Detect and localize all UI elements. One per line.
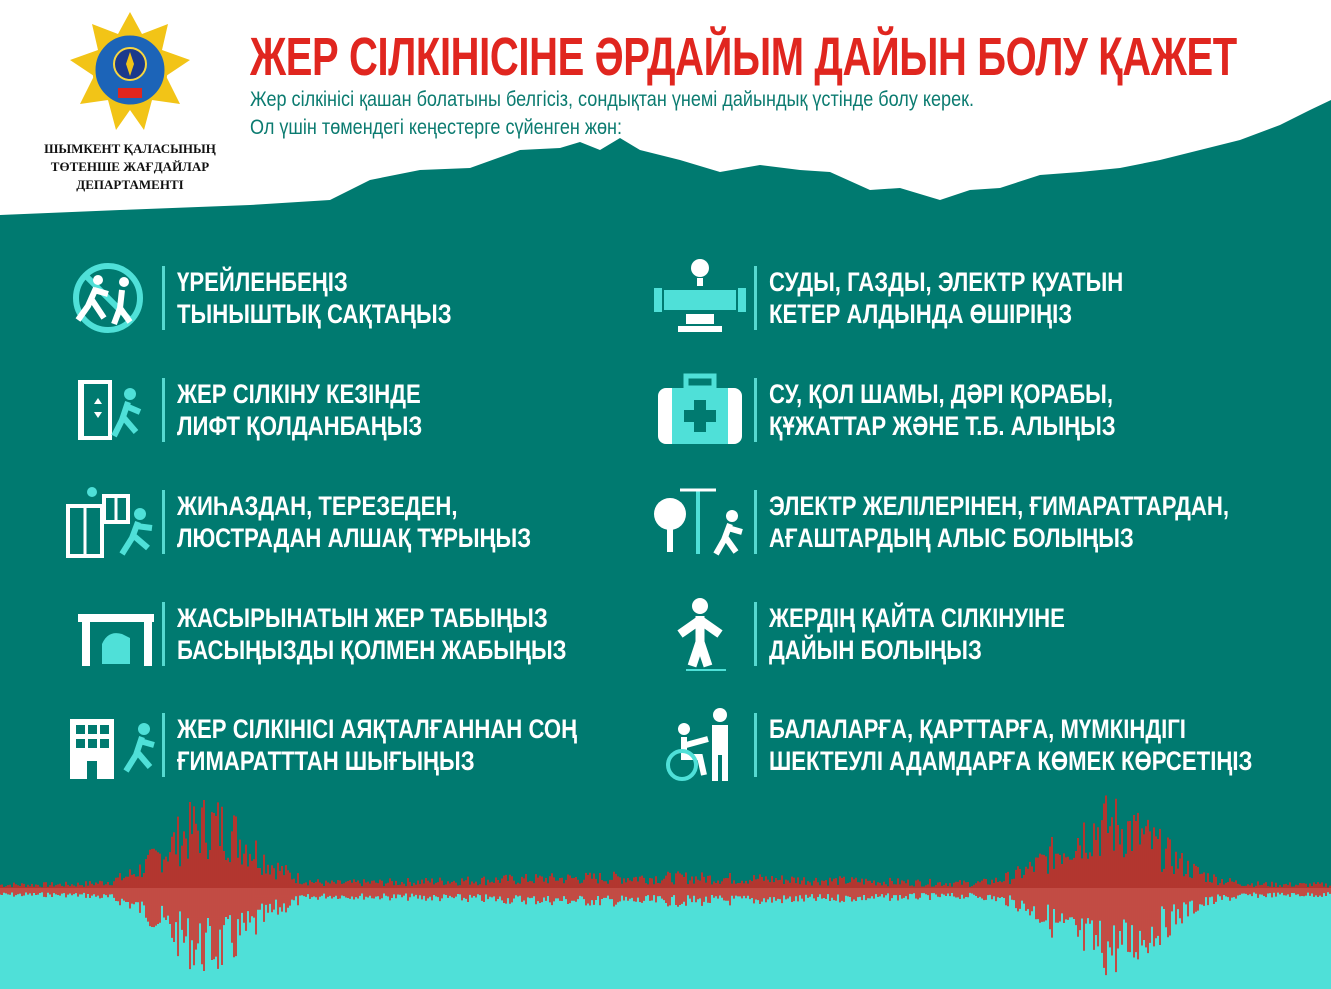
department-line: ТӨТЕНШЕ ЖАҒДАЙЛАР	[50, 159, 210, 174]
divider	[162, 378, 165, 442]
tip-item	[58, 705, 665, 785]
tip-line: ЖАСЫРЫНАТЫН ЖЕР ТАБЫҢЫЗ	[177, 603, 548, 633]
tip-line: ЖЕР СІЛКІНІСІ АЯҚТАЛҒАННАН СОҢ	[177, 714, 578, 744]
tip-text	[177, 490, 531, 554]
tip-item	[650, 705, 1331, 785]
aftershock-icon	[650, 594, 750, 674]
no-panic-icon	[58, 258, 158, 338]
divider	[754, 266, 757, 330]
tip-line: СУ, ҚОЛ ШАМЫ, ДӘРІ ҚОРАБЫ,	[769, 379, 1114, 409]
tip-line: СУДЫ, ГАЗДЫ, ЭЛЕКТР ҚУАТЫН	[769, 267, 1124, 297]
tip-text	[769, 378, 1116, 442]
tip-item	[650, 594, 1130, 674]
divider	[754, 378, 757, 442]
subtitle-line-1: Жер сілкінісі қашан болатыны белгісіз, сондықтан үнемі дайындық үстінде болу керек.	[250, 88, 975, 111]
tip-line: ШЕКТЕУЛІ АДАМДАРҒА КӨМЕК КӨРСЕТІҢІЗ	[769, 746, 1253, 776]
tip-text	[769, 266, 1123, 330]
tip-item	[650, 370, 1192, 450]
tip-text	[177, 713, 577, 777]
subtitle-line-2: Ол үшін төмендегі кеңестерге сүйенген жөн:	[250, 116, 622, 139]
tip-line: ЭЛЕКТР ЖЕЛІЛЕРІНЕН, ҒИМАРАТТАРДАН,	[769, 491, 1229, 521]
divider	[754, 713, 757, 777]
tip-line: ЛИФТ ҚОЛДАНБАҢЫЗ	[177, 411, 423, 441]
tip-item	[650, 482, 1330, 562]
tip-line: КЕТЕР АЛДЫНДА ӨШІРІҢІЗ	[769, 299, 1073, 329]
furniture-icon	[58, 482, 158, 562]
tip-line: ҮРЕЙЛЕНБЕҢІЗ	[177, 267, 348, 297]
exit-building-icon	[58, 705, 158, 785]
department-name	[30, 140, 230, 194]
tip-line: ЛЮСТРАДАН АЛШАҚ ТҰРЫҢЫЗ	[177, 523, 532, 553]
tip-text	[769, 602, 1065, 666]
tip-item	[58, 258, 512, 338]
tip-text	[177, 602, 567, 666]
power-lines-tree-icon	[650, 482, 750, 562]
department-line: ДЕПАРТАМЕНТІ	[76, 177, 184, 192]
emergency-department-logo	[70, 12, 190, 132]
utility-shutoff-icon	[650, 258, 750, 338]
tip-line: БАСЫҢЫЗДЫ ҚОЛМЕН ЖАБЫҢЫЗ	[177, 635, 567, 665]
divider	[162, 266, 165, 330]
divider	[162, 713, 165, 777]
tip-line: ТЫНЫШТЫҚ САҚТАҢЫЗ	[177, 299, 452, 329]
divider	[754, 490, 757, 554]
shelter-table-icon	[58, 594, 158, 674]
page-title: ЖЕР СІЛКІНІСІНЕ ӘРДАЙЫМ ДАЙЫН БОЛУ ҚАЖЕТ	[250, 27, 1237, 87]
tip-line: ЖЕРДІҢ ҚАЙТА СІЛКІНУІНЕ	[769, 603, 1065, 633]
tip-text	[177, 266, 452, 330]
tip-text	[177, 378, 422, 442]
tip-line: АҒАШТАРДЫҢ АЛЫС БОЛЫҢЫЗ	[769, 523, 1134, 553]
tip-text	[769, 713, 1252, 777]
first-aid-kit-icon	[650, 370, 750, 450]
tip-line: ДАЙЫН БОЛЫҢЫЗ	[769, 635, 982, 665]
tip-line: ҚҰЖАТТАР ЖӘНЕ Т.Б. АЛЫҢЫЗ	[769, 411, 1116, 441]
no-elevator-icon	[58, 370, 158, 450]
tip-line: ҒИМАРАТТТАН ШЫҒЫҢЫЗ	[177, 746, 475, 776]
divider	[754, 602, 757, 666]
tip-item	[58, 594, 652, 674]
tip-item	[58, 482, 609, 562]
help-people-icon	[650, 705, 750, 785]
tip-text	[769, 490, 1229, 554]
department-line: ШЫМКЕНТ ҚАЛАСЫНЫҢ	[44, 141, 216, 156]
tip-line: БАЛАЛАРҒА, ҚАРТТАРҒА, МҮМКІНДІГІ	[769, 714, 1186, 744]
tip-item	[58, 370, 476, 450]
divider	[162, 602, 165, 666]
divider	[162, 490, 165, 554]
tip-line: ЖИҺАЗДАН, ТЕРЕЗЕДЕН,	[177, 491, 458, 521]
tip-item	[650, 258, 1201, 338]
tip-line: ЖЕР СІЛКІНУ КЕЗІНДЕ	[177, 379, 421, 409]
